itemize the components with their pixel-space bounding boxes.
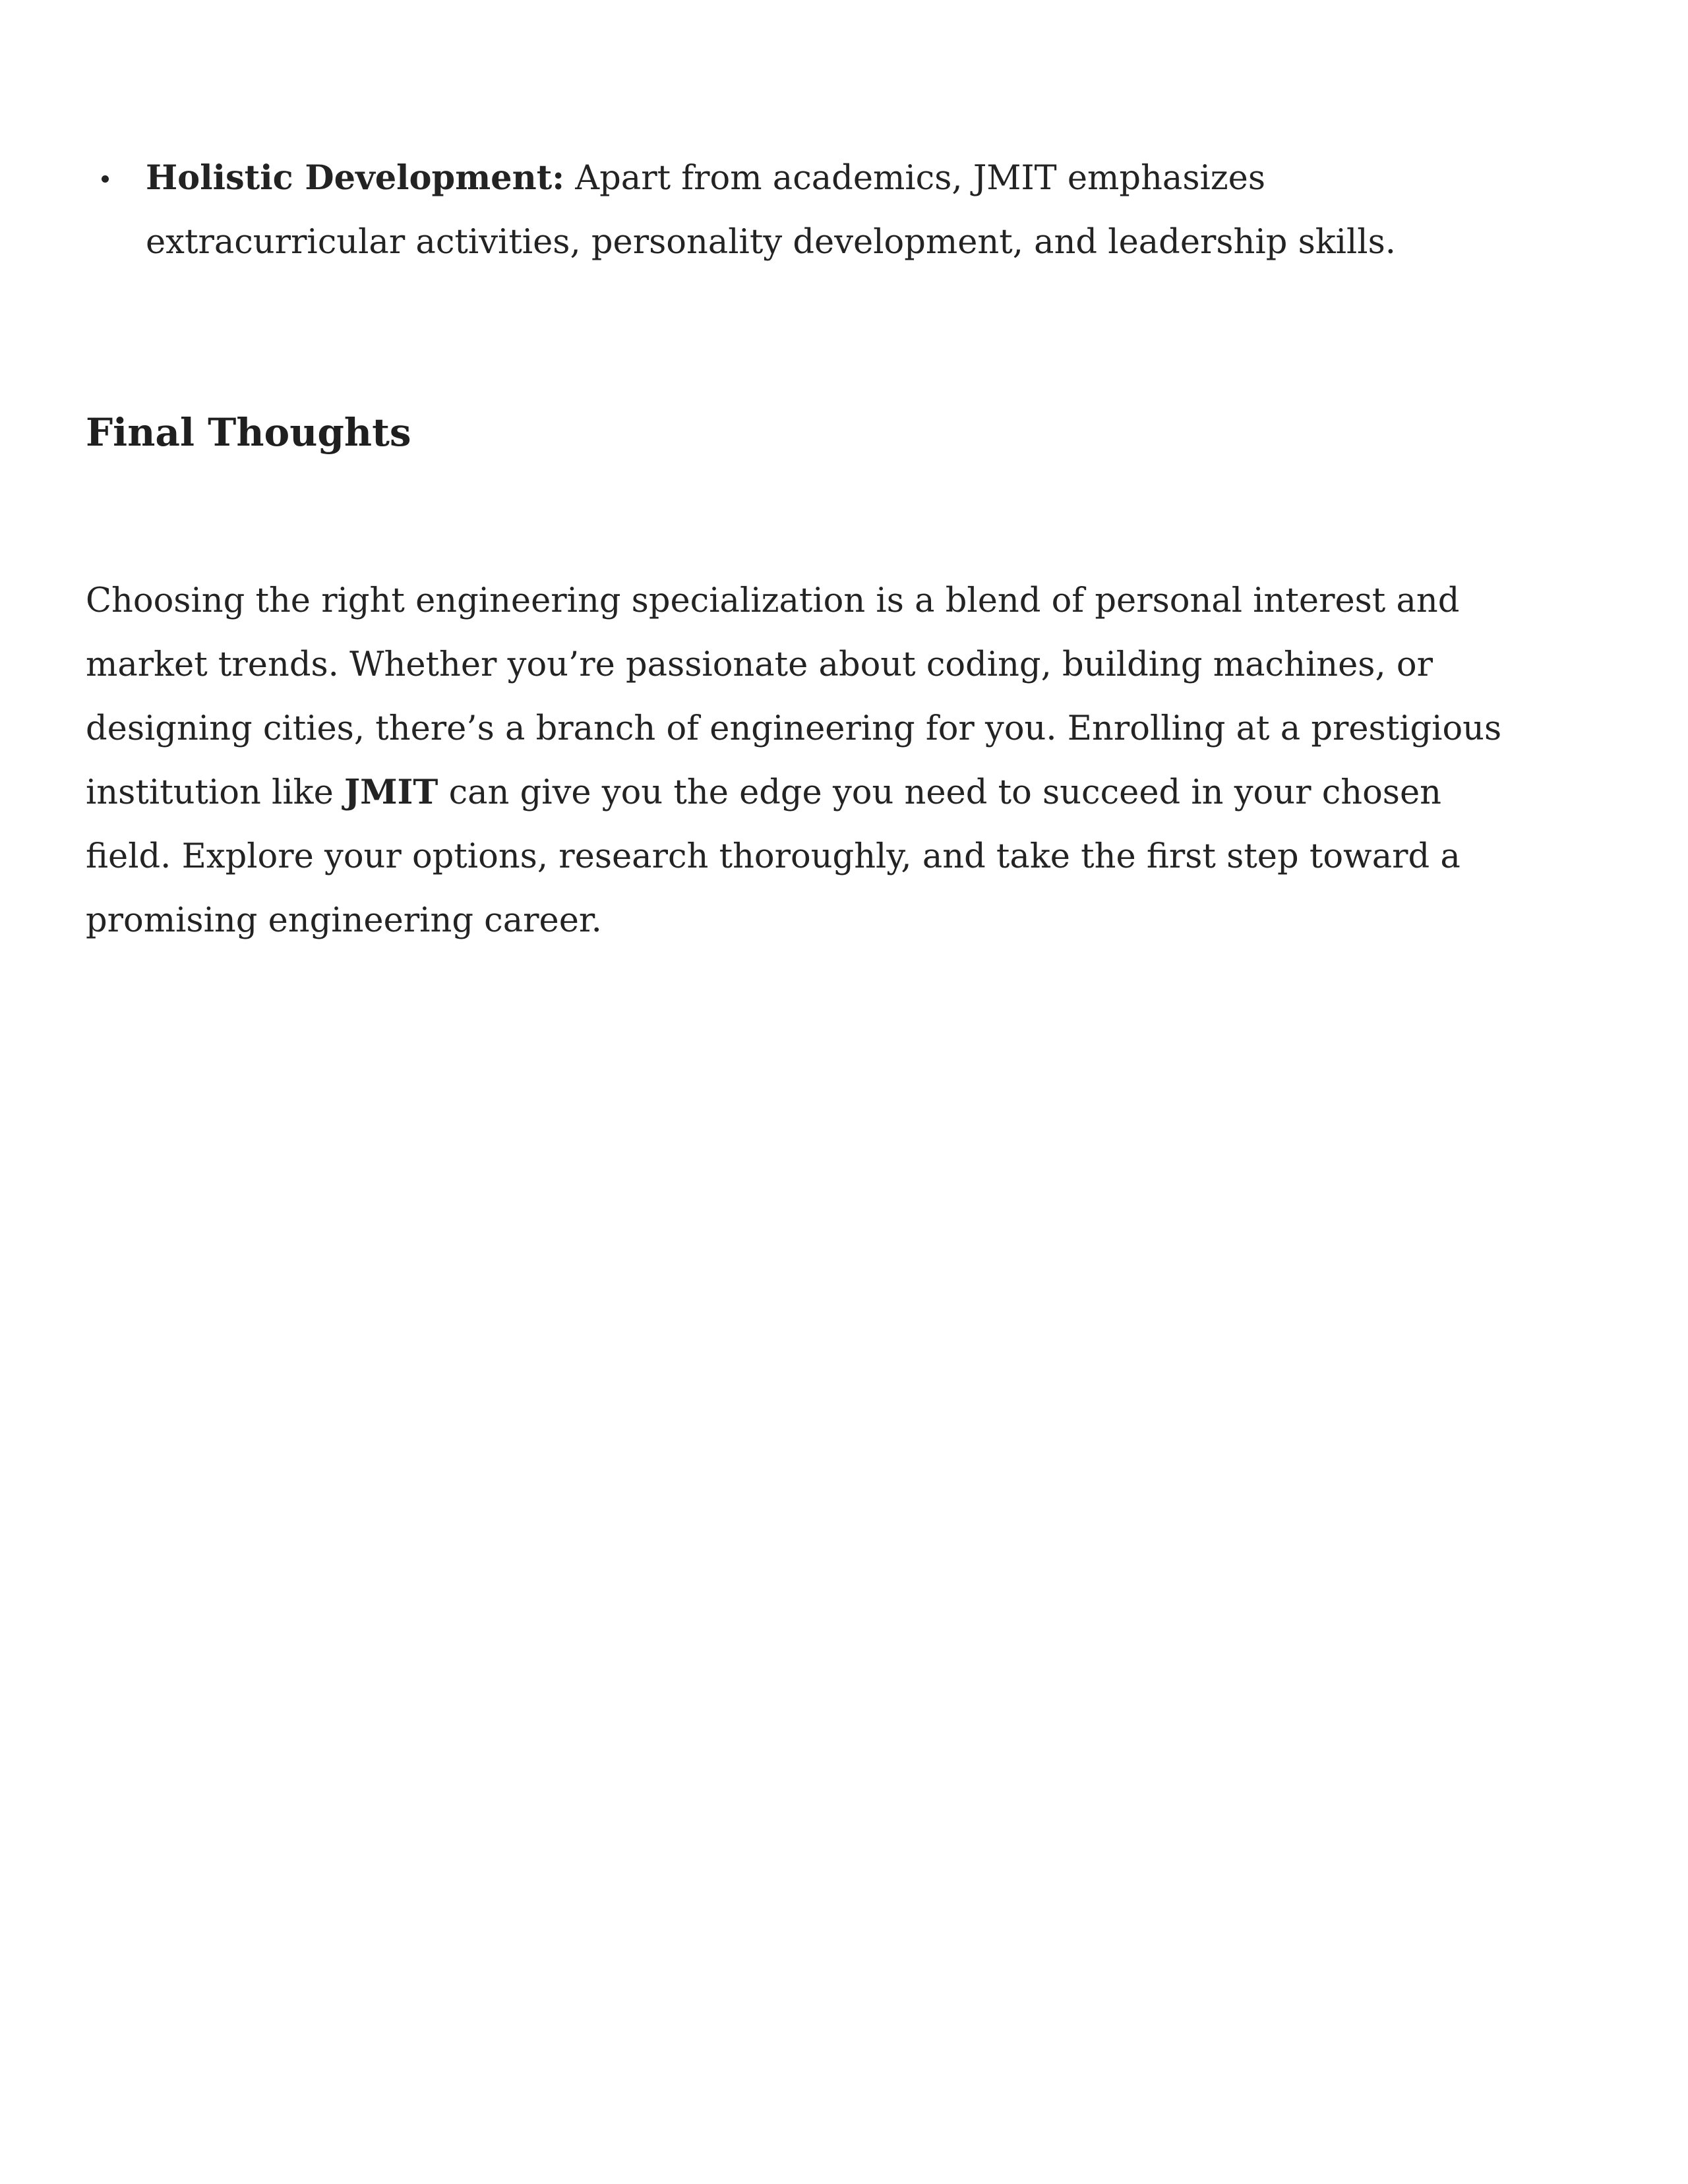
list-item (102, 146, 1510, 274)
paragraph-text-before: Choosing the right engineering specialization is a blend of personal interest and market trends. Whether you’re passionate about coding, building machines, or designing cities, there’s a branch of engineering for you. Enrolling at a prestigious institution like (86, 581, 1502, 812)
list-item-body: Apart from academics, JMIT emphasizes extracurricular activities, personality development, and leadership skills. (146, 159, 1396, 262)
list-item-bold-label: Holistic Development: (146, 158, 565, 198)
final-paragraph (86, 569, 1510, 953)
article-content (0, 0, 1688, 953)
paragraph-bold-term: JMIT (344, 773, 438, 812)
bullet-icon (102, 175, 109, 183)
section-heading: Final Thoughts (86, 410, 411, 455)
paragraph-text-after: can give you the edge you need to succeed in your chosen field. Explore your options, research thoroughly, and take the first step toward a promising engineering career. (86, 773, 1461, 940)
list-item-text (146, 146, 1425, 274)
